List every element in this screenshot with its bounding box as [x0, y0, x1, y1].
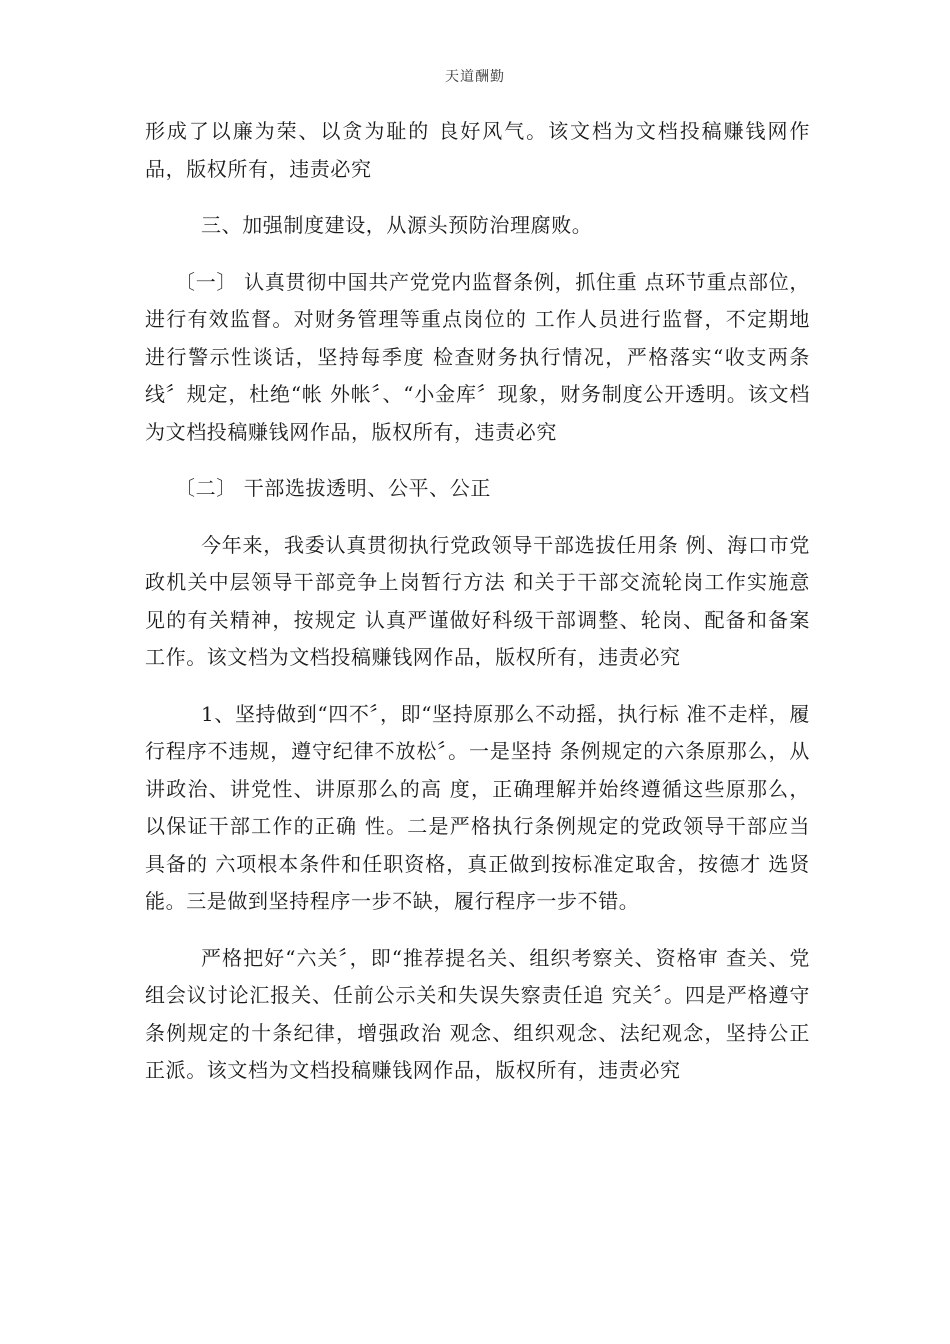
paragraph-1: 形成了以廉为荣、以贪为耻的 良好风气。该文档为文档投稿赚钱网作品，版权所有，违责必究 — [145, 119, 810, 181]
paragraph-subsection-1: 〔一〕 认真贯彻中国共产党党内监督条例，抓住重 点环节重点部位，进行有效监督。对财务管理等重点岗位的 工作人员进行监督，不定期地进行警示性谈话，坚持每季度 检查财务执行情况，严格落实“收支两条线〞规定，杜绝“帐 外帐〞、“小金库〞现象，财务制度公开透明。该文档为文档投稿赚钱网作品，版权所有，违责必究 — [145, 269, 810, 444]
paragraph-cadre-selection: 今年来，我委认真贯彻执行党政领导干部选拔任用条 例、海口市党政机关中层领导干部竞争上岗暂行方法 和关于干部交流轮岗工作实施意见的有关精神，按规定 认真严谨做好科级干部调整、轮岗、配备和备案工作。该文档为文档投稿赚钱网作品，版权所有，违责必究 — [145, 532, 810, 669]
section-heading-3: 三、加强制度建设，从源头预防治理腐败。 — [201, 213, 593, 237]
subsection-heading-2: 〔二〕 干部选拔透明、公平、公正 — [175, 476, 491, 500]
page-header: 天道酬勤 — [445, 69, 505, 85]
paragraph-six-checkpoints: 严格把好“六关〞，即“推荐提名关、组织考察关、资格审 查关、党组会议讨论汇报关、任前公示关和失误失察责任追 究关〞。四是严格遵守条例规定的十条纪律，增强政治 观念、组织观念、法纪观念，坚持公正正派。该文档为文档投稿赚钱网作品，版权所有，违责必究 — [145, 945, 810, 1082]
document-body — [145, 113, 810, 1090]
paragraph-four-nos: 1、坚持做到“四不〞，即“坚持原那么不动摇，执行标 准不走样，履行程序不违规，遵守纪律不放松〞。一是坚持 条例规定的六条原那么，从讲政治、讲党性、讲原那么的高 度，正确理解并始终遵循这些原那么，以保证干部工作的正确 性。二是严格执行条例规定的党政领导干部应当具备的 六项根本条件和任职资格，真正做到按标准定取舍，按德才 选贤能。三是做到坚持程序一步不缺，履行程序一步不错。 — [145, 701, 810, 913]
